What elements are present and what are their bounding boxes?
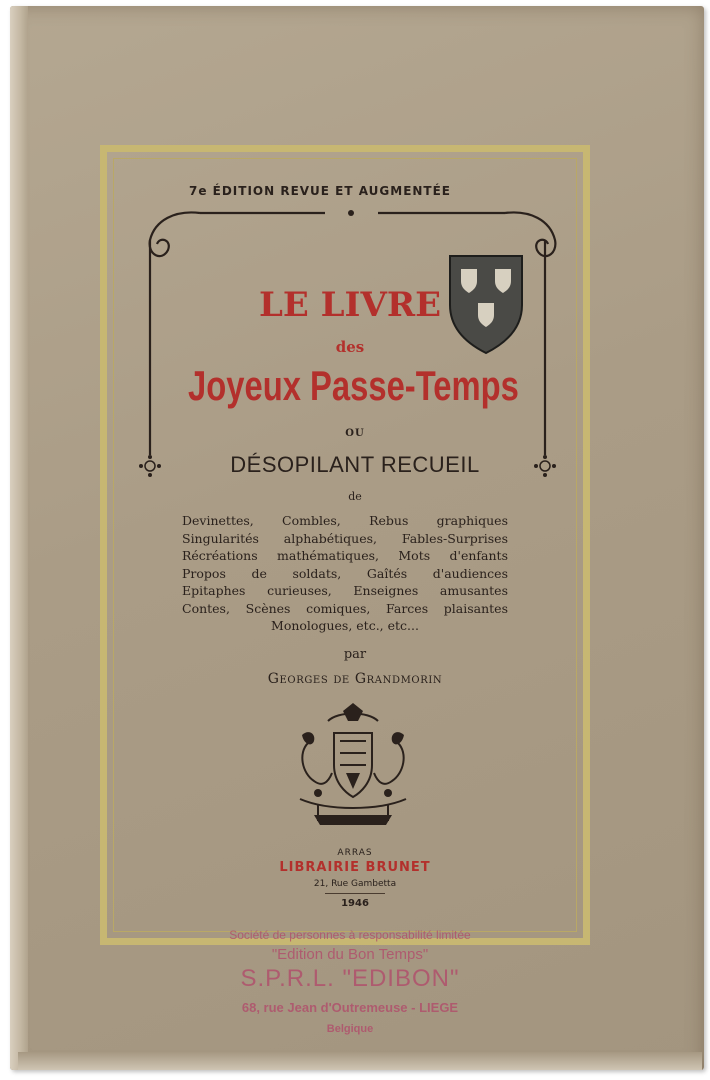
topics-list	[182, 512, 508, 635]
stamp-line-edibon: S.P.R.L. "EDIBON"	[240, 965, 460, 992]
title-desopilant-recueil: DÉSOPILANT RECUEIL	[230, 452, 480, 477]
edition-note: 7e ÉDITION REVUE ET AUGMENTÉE	[188, 184, 452, 198]
stamp-line-country: Belgique	[326, 1023, 374, 1035]
topic-line: Devinettes, Combles, Rebus graphiques	[182, 513, 508, 528]
publisher-name: LIBRAIRIE BRUNET	[279, 860, 431, 875]
topic-line: Propos de soldats, Gaîtés d'audiences	[182, 565, 508, 581]
topic-line: Récréations mathématiques, Mots d'enfants	[182, 548, 508, 563]
title-le-livre: LE LIVRE	[258, 285, 442, 325]
coat-of-arms-icon	[288, 703, 418, 833]
title-des: des	[335, 338, 365, 356]
topic-line: Singularités alphabétiques, Fables-Surprises	[182, 530, 508, 546]
title-ou: OU	[345, 428, 365, 439]
topic-line: Monologues, etc., etc...	[271, 618, 419, 633]
stamp-line-company-type: Société de personnes à responsabilité limitée	[229, 928, 471, 942]
divider	[325, 893, 385, 894]
topic-line: Contes, Scènes comiques, Farces plaisantes	[182, 600, 508, 616]
title-de: de	[348, 490, 362, 503]
stamp-line-edition: "Edition du Bon Temps"	[271, 946, 429, 963]
stamp-line-address: 68, rue Jean d'Outremeuse - LIEGE	[241, 1000, 459, 1015]
title-joyeux-passe-temps: Joyeux Passe-Temps	[188, 362, 519, 409]
topic-line: Epitaphes curieuses, Enseignes amusantes	[182, 583, 508, 598]
by-label: par	[343, 647, 367, 662]
author-name: Georges de Grandmorin	[267, 671, 443, 687]
publisher-address: 21, Rue Gambetta	[313, 879, 397, 889]
publisher-city: ARRAS	[337, 848, 373, 858]
publication-year: 1946	[341, 898, 369, 909]
